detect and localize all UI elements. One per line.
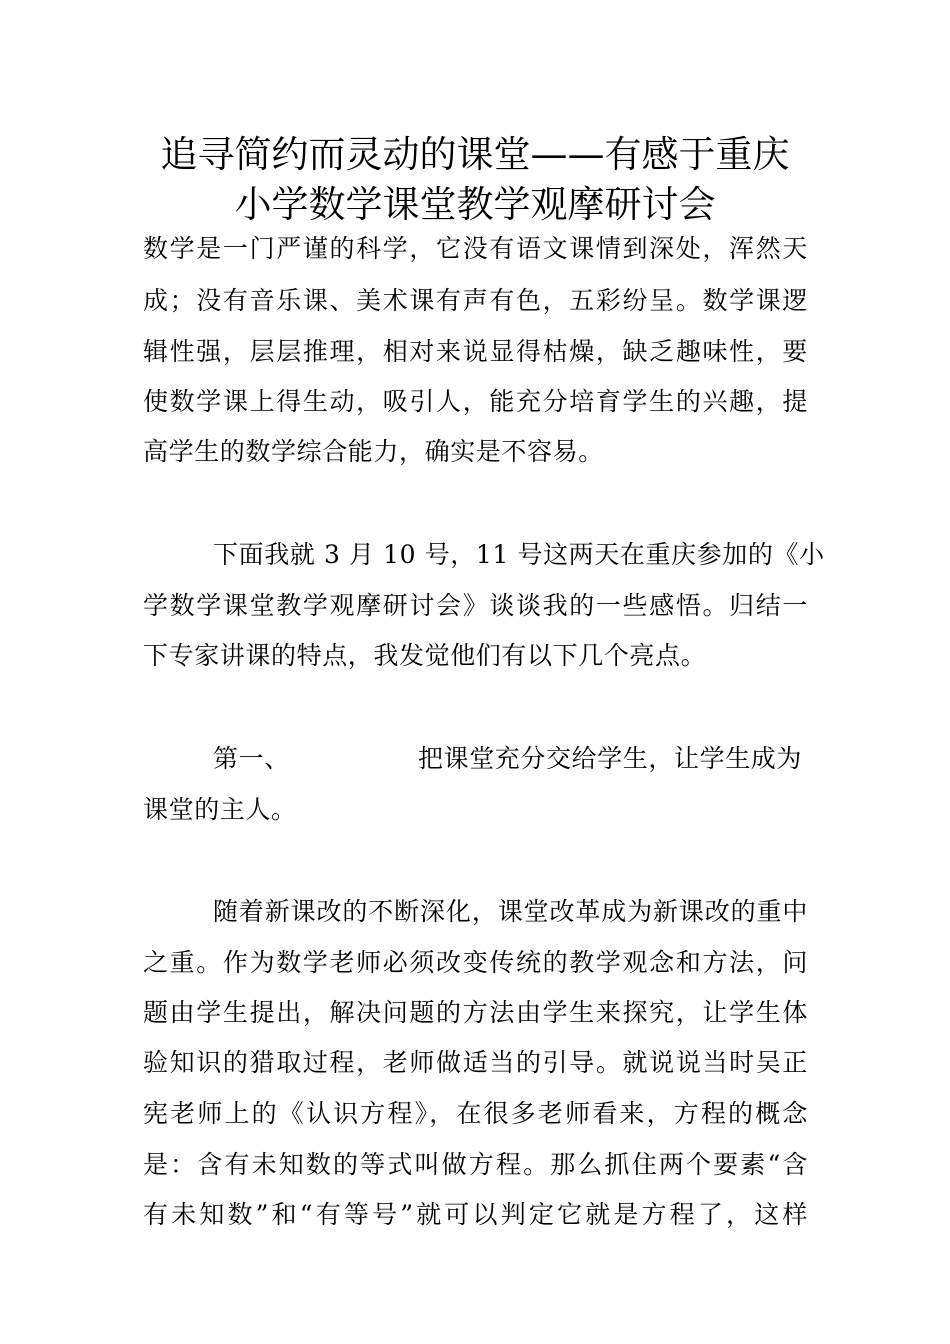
paragraph-2-line: 学数学课堂教学观摩研讨会》谈谈我的一些感悟。归结一 bbox=[143, 591, 808, 620]
paragraph-4-line: 宪老师上的《认识方程》，在很多老师看来，方程的概念 bbox=[143, 1099, 808, 1128]
section-heading: 把课堂充分交给学生，让学生成为 bbox=[418, 744, 803, 773]
section-heading-continued: 课堂的主人。 bbox=[143, 795, 297, 824]
paragraph-2-line: 下专家讲课的特点，我发觉他们有以下几个亮点。 bbox=[143, 641, 707, 670]
paragraph-4-line: 是：含有未知数的等式叫做方程。那么抓住两个要素“含 bbox=[143, 1150, 808, 1179]
paragraph-4-line: 随着新课改的不断深化，课堂改革成为新课改的重中 bbox=[213, 897, 808, 926]
paragraph-4-line: 验知识的猎取过程，老师做适当的引导。就说说当时吴正 bbox=[143, 1048, 808, 1077]
paragraph-4-line: 之重。作为数学老师必须改变传统的教学观念和方法，问 bbox=[143, 948, 808, 977]
paragraph-2-line: 下面我就 3 月 10 号，11 号这两天在重庆参加的《小 bbox=[213, 540, 825, 569]
document-title-line-2: 小学数学课堂教学观摩研讨会 bbox=[234, 183, 716, 226]
section-number: 第一、 bbox=[213, 744, 290, 773]
paragraph-4-line: 题由学生提出，解决问题的方法由学生来探究，让学生体 bbox=[143, 998, 808, 1027]
document-title-line-1: 追寻简约而灵动的课堂——有感于重庆 bbox=[160, 133, 790, 176]
paragraph-1-line: 辑性强，层层推理，相对来说显得枯燥，缺乏趣味性，要 bbox=[143, 337, 808, 366]
paragraph-1-line: 高学生的数学综合能力，确实是不容易。 bbox=[143, 437, 604, 466]
paragraph-1-line: 数学是一门严谨的科学，它没有语文课情到深处，浑然天 bbox=[143, 234, 808, 263]
paragraph-4-line: 有未知数”和“有等号”就可以判定它就是方程了，这样 bbox=[143, 1200, 808, 1229]
paragraph-1-line: 使数学课上得生动，吸引人，能充分培育学生的兴趣，提 bbox=[143, 387, 808, 416]
paragraph-1-line: 成；没有音乐课、美术课有声有色，五彩纷呈。数学课逻 bbox=[143, 286, 808, 315]
